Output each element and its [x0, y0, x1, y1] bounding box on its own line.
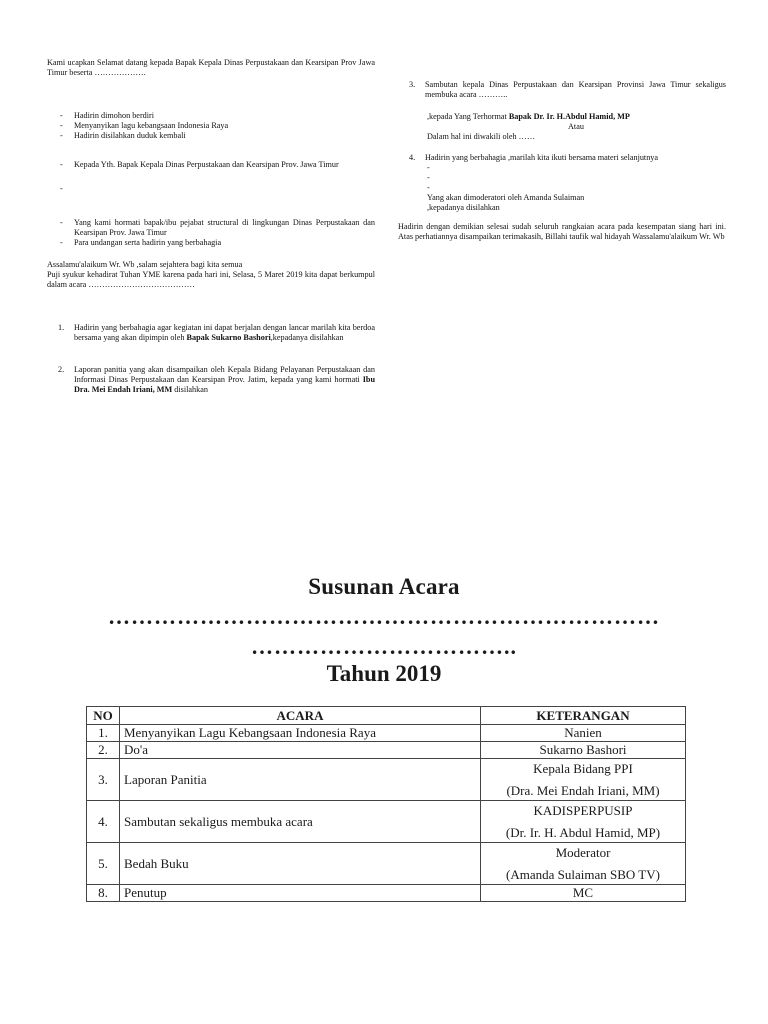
- item-text: Hadirin yang berbahagia ,marilah kita ikuti bersama materi selanjutnya: [425, 153, 659, 162]
- left-column: [47, 58, 375, 395]
- list-item: - Menyanyikan lagu kebangsaan Indonesia Raya: [47, 121, 375, 131]
- atau-line: Atau: [568, 122, 584, 131]
- welcome-paragraph: Kami ucapkan Selamat datang kepada Bapak Kepala Dinas Perpustakaan dan Kearsipan Prov Jawa Timur beserta ……………….: [47, 58, 375, 77]
- table-row: [87, 742, 686, 759]
- disilahkan-line: ,kepadanya disilahkan: [427, 203, 500, 212]
- cell-no: 3.: [87, 759, 120, 801]
- respect-list: [47, 218, 375, 248]
- closing-paragraph: Hadirin dengan demikian selesai sudah seluruh rangkaian acara pada kesempatan siang hari ini. Atas perhatiannya disampaikan terimakasih, Billahi taufik wal hidayah Wassalamu'alaikum Wr. Wb: [398, 222, 726, 241]
- item-number: 3.: [409, 80, 416, 89]
- schedule-title: Susunan Acara: [308, 574, 460, 599]
- item-bold-name: Bapak Sukarno Bashori: [186, 333, 271, 342]
- item-number: 4.: [409, 153, 416, 162]
- empty-list: [47, 184, 375, 194]
- keterangan-role: Kepala Bidang PPI: [533, 760, 633, 776]
- table-row: [87, 843, 686, 885]
- cell-no: 4.: [87, 801, 120, 843]
- table-header-row: [87, 707, 686, 725]
- cell-acara: Menyanyikan Lagu Kebangsaan Indonesia Raya: [120, 725, 481, 742]
- list-item: - Kepada Yth. Bapak Kepala Dinas Perpustakaan dan Kearsipan Prov. Jawa Timur: [47, 160, 375, 170]
- item-bold-name: Ibu Dra. Mei Endah Iriani, MM: [74, 375, 375, 394]
- cell-acara: Penutup: [120, 885, 481, 902]
- cell-keterangan: [481, 843, 686, 885]
- cell-no: 2.: [87, 742, 120, 759]
- dash-line: -: [427, 173, 430, 182]
- keterangan-person: (Dra. Mei Endah Iriani, MM): [506, 782, 660, 798]
- table-row: [87, 759, 686, 801]
- agenda-item-1: [47, 323, 375, 343]
- cell-keterangan: Sukarno Bashori: [481, 742, 686, 759]
- item-text: Hadirin yang berbahagia agar kegiatan ini dapat berjalan dengan lancar marilah kita berdoa bersama yang akan dipimpin oleh: [74, 323, 375, 342]
- cell-no: 1.: [87, 725, 120, 742]
- header-no: NO: [87, 707, 120, 725]
- schedule-table: [86, 706, 686, 902]
- schedule-year: Tahun 2019: [326, 661, 442, 686]
- item-text: Laporan panitia yang akan disampaikan oleh Kepala Bidang Pelayanan Perpustakaan dan Informasi Dinas Perpustakaan dan Kearsipan Prov. Jatim, kepada yang kami hormati: [74, 365, 375, 384]
- list-item: - Hadirin disilahkan duduk kembali: [47, 131, 375, 141]
- item-number: 2.: [58, 365, 65, 374]
- cell-keterangan: MC: [481, 885, 686, 902]
- keterangan-role: KADISPERPUSIP: [533, 802, 633, 818]
- greeting-list: [47, 160, 375, 170]
- title-dots-line-2: ……………………………..: [251, 634, 517, 659]
- keterangan-person: (Amanda Sulaiman SBO TV): [506, 866, 660, 882]
- table-row: [87, 725, 686, 742]
- list-item: - Yang kami hormati bapak/ibu pejabat structural di lingkungan Dinas Perpustakaan dan Kearsipan Prov. Jawa Timur: [47, 218, 375, 238]
- item-text-end: ,kepadanya disilahkan: [270, 333, 344, 342]
- cell-acara: Do'a: [120, 742, 481, 759]
- right-column: [398, 80, 726, 242]
- cell-acara: Bedah Buku: [120, 843, 481, 885]
- agenda-item-3: [398, 80, 726, 100]
- cell-no: 5.: [87, 843, 120, 885]
- item-number: 1.: [58, 323, 65, 332]
- cell-acara: Laporan Panitia: [120, 759, 481, 801]
- kepada-text: ,kepada Yang Terhormat: [427, 112, 509, 121]
- cell-no: 8.: [87, 885, 120, 902]
- list-item: - Hadirin dimohon berdiri: [47, 111, 375, 121]
- empty-list-item: [47, 184, 375, 194]
- kepada-line: [398, 112, 726, 122]
- salam-line: Assalamu'alaikum Wr. Wb ,salam sejahtera bagi kita semua: [47, 260, 243, 269]
- cell-keterangan: [481, 759, 686, 801]
- cell-keterangan: [481, 801, 686, 843]
- dash-line: -: [427, 183, 430, 192]
- opening-list: [47, 111, 375, 141]
- item-text: Sambutan kepala Dinas Perpustakaan dan Kearsipan Provinsi Jawa Timur sekaligus membuka acara ………..: [425, 80, 726, 99]
- table-row: [87, 885, 686, 902]
- cell-keterangan: Nanien: [481, 725, 686, 742]
- table-row: [87, 801, 686, 843]
- header-acara: ACARA: [120, 707, 481, 725]
- agenda-item-2: [47, 365, 375, 395]
- agenda-item-4: [398, 153, 726, 163]
- item-text-end: disilahkan: [172, 385, 208, 394]
- keterangan-role: Moderator: [555, 844, 611, 860]
- syukur-paragraph: Puji syukur kehadirat Tuhan YME karena pada hari ini, Selasa, 5 Maret 2019 kita dapat berkumpul dalam acara …………………………………: [47, 270, 375, 289]
- cell-acara: Sambutan sekaligus membuka acara: [120, 801, 481, 843]
- diwakili-line: Dalam hal ini diwakili oleh ……: [427, 132, 536, 141]
- list-item: - Para undangan serta hadirin yang berbahagia: [47, 238, 375, 248]
- moderator-line: Yang akan dimoderatori oleh Amanda Sulaiman: [427, 193, 585, 202]
- kepada-bold-name: Bapak Dr. Ir. H.Abdul Hamid, MP: [508, 112, 630, 121]
- header-keterangan: KETERANGAN: [481, 707, 686, 725]
- dash-line: -: [427, 163, 430, 172]
- keterangan-person: (Dr. Ir. H. Abdul Hamid, MP): [505, 824, 661, 840]
- title-dots-line-1: ………………………………………………………………: [108, 604, 660, 629]
